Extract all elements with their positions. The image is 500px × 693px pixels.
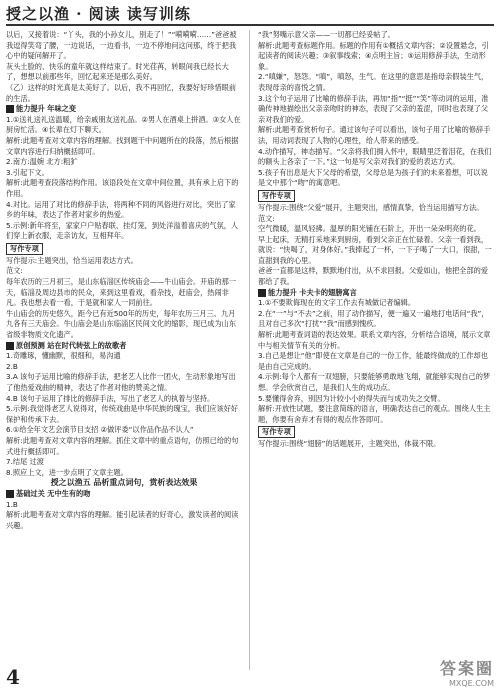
answer-paragraph: 写作提示:围绕“翅膀”的话题展开，主题突出，体裁不限。 [258,439,441,449]
section-square-icon [258,289,266,297]
unit-heading: 授之以渔五 品析重点词句，赏析表达效果 [50,478,198,488]
page-header [0,0,500,26]
answer-paragraph: 解析:此题考查对文章内容的理解。抓住文章中的重点语句，仿照已给的句式进行概括即可。 [6,435,239,456]
section-tag-row [258,189,494,203]
answer-paragraph: 1.奇雕琢，懂幽默，很细和，易沟通 [6,351,121,361]
answer-paragraph: 3.自己是想让“他”即使在文章是自己的一份工作，能最终做成的工作却也是由自己完成的。 [258,351,488,371]
section-heading-text: 基础过关 无中生有的吻 [16,488,91,498]
page-number: 4 [6,665,20,689]
answer-paragraph: 灰头土脸的、快乐的童年就这样结束了。时光荏苒，转眼间我已经长大了，想想以前那些年，回忆起来还是那么美好。 [6,61,229,82]
right-column [258,30,494,450]
answer-paragraph: 范文: [258,213,275,223]
answer-paragraph: 2.在“一”与“不去”之前，用了动作描写，便一遍又一遍地打电话问“我”，且对自己多次“打扰”“我”而感到愧疚。 [258,308,489,329]
answer-paragraph: 解析:此题考查词语的表达效果。联系文章内容，分析结合语境，展示文章中与相关情节有关的分析。 [258,330,491,350]
watermark-title: 答案圈 [439,659,494,678]
answer-paragraph: 1.①不要欺侮现在的文字工作去有城做记者编辑。 [258,298,416,308]
answer-paragraph: 5.示例:新年将至，家家户户贴春联、挂灯笼，到处洋溢着喜庆的气氛，人们穿上新衣服，走亲访友，互相拜年。 [6,220,239,241]
answer-paragraph: 解析:此题考查段落结构作用。该语段处在文章中间位置，具有承上启下的作用。 [6,178,239,198]
answer-paragraph: 8.照应上文，进一步点明了文章主题。 [6,467,128,477]
answer-paragraph: 3.A 该句子运用比喻的修辞手法，把老艺人比作一团火，生动形象地写出了他热爱戏曲的精神，表达了作者对他的赞美之情。 [6,372,236,392]
answer-paragraph: 5.要懂得舍弃，别因为计较小小的得失而与成功失之交臂。 [258,393,445,403]
answer-paragraph: 2.“嗔嫌”，怒怨。“嗔”，嗔怒，生气。在这里的意思是指母亲假装生气，表现母亲的喜悦之情。 [258,72,489,92]
section-heading-text: 能力提升 卡夫卡的翅膀寓言 [268,287,357,297]
section-heading-text: 原创预测 站在时代转弦上的故歌者 [16,340,127,350]
brand-title: 授之以渔 · 阅读 读写训练 [6,5,191,23]
section-square-icon [6,105,14,113]
answer-paragraph: 解析:此题考查对文章内容的理解。能引起读者的好奇心，激发读者的阅读兴趣。 [6,510,239,530]
answer-paragraph: 4.对比。运用了对比的修辞手法，将两种不同的风俗进行对比，突出了家乡的年味，表达了作者对家乡的热爱。 [6,199,236,220]
section-heading [6,104,242,115]
answer-paragraph: 1.①送礼送礼送温暖，给亲戚朋友送礼品。②男人在酒桌上拼酒。③女人在厨房忙活。④长辈在灯下聊天。 [6,114,241,135]
answer-paragraph: （乙）这样的时光真是太美好了。以后，我不再回忆，我要好好珍惜眼前的生活。 [6,82,237,103]
section-tag: 写作专项 [258,426,295,438]
answer-paragraph: 7.结尾 过渡 [6,457,44,467]
answer-paragraph: 2.B [6,361,18,371]
header-rule [6,24,494,26]
section-heading [258,288,494,299]
section-square-icon [6,490,14,498]
left-column [6,30,242,531]
answer-paragraph: 1.B [6,499,18,509]
answer-paragraph: 解析:此题考查赏析句子。通过该句子可以看出，该句子用了比喻的修辞手法，用动词表现了人物的心理性，给人带来的感受。 [258,125,491,145]
section-tag: 写作专项 [6,243,43,255]
answer-paragraph: 5.孩子有出息是大下父母的希望，父母总是为孩子们的未来着想，可以说是文中那个“吻”的寓意吧。 [258,167,488,188]
section-heading-text: 能力提升 年味之变 [16,104,77,114]
answer-paragraph: 4.动作描写，神态描写。“父亲将我们拥入怀中，眼睛里泛着泪花，在我们的额头上各亲了一下。”这一句是写父亲对我们的爱的表达方式。 [258,146,492,167]
answer-paragraph: 4.示例:每个人都有一双翅膀，只要能够勇敢地飞翔，就能够实现自己的梦想。学会欣赏自己，是我们人生的成功点。 [258,372,491,392]
section-heading [6,489,242,500]
watermark-url: MXQE.COM [448,679,494,688]
answer-paragraph: 每年农历的三月初三，是山东临淄区传统庙会——牛山庙会。开庙的那一天，临淄及周边县市的民众，来到这里看戏，看杂技，赶庙会，热闹非凡。我也想去看一看，于是就和家人一同前往。 [6,277,237,308]
answer-paragraph: 牛山庙会的历史悠久，距今已有近500年的历史，每年农历三月三、九月九各有三天庙会。牛山庙会是山东临淄区民间文化的缩影，现已成为山东省级非物质文化遗产。 [6,308,237,340]
section-tag-row [6,242,242,256]
answer-paragraph: 早上起床，无精打采地来到厨房，看到父亲正在忙碌着。父亲一看到我，就说：“快喝了，对身体好。”我捧起了一杯，一下子喝了一大口，很甜，一直甜到我的心里。 [258,234,492,265]
answer-paragraph: 爸爸一直都是这样，默默地付出，从不求回报。父爱如山，他把全部的爱都给了我。 [258,266,489,287]
answer-paragraph: 空气微暖，温风轻拂。温厚的阳光铺在石阶上，开出一朵朵明亮的花。 [258,224,481,234]
answer-paragraph: 解析:此题考查标题作用。标题的作用有①概括文章内容；②设置悬念，引起读者的阅读兴趣；③叙事线索；④点明主旨；⑤运用修辞手法，生动形象。 [258,40,489,71]
answer-paragraph: 3.这个句子运用了比喻的修辞手法，再加“指”“挺”“笑”等动词的运用，准确传神地描绘出父亲亲吻时的神态，表现了父亲的羞涩，同时也表现了父亲对我们的爱。 [258,93,489,124]
answer-paragraph: “我”努嘴示意父亲——一切都已经妥帖了。 [258,30,395,39]
section-square-icon [6,342,14,350]
answer-paragraph: 解析:此题考查对文章内容的理解。找到题干中问题所在的段落，然后根据文章内容进行归纳概括即可。 [6,135,239,156]
answer-paragraph: 4.B 该句子运用了排比的修辞手法，写出了老艺人的执着与坚持。 [6,393,215,403]
watermark-logo [440,656,494,688]
answer-paragraph: 2.南方:温婉 北方:粗犷 [6,157,78,167]
answer-paragraph: 写作提示:围绕“父爱”展开，主题突出，感情真挚，恰当运用描写方法。 [258,202,484,212]
answer-paragraph: 以后，又接着说：“丫头，我的小孙女儿，别走了！”“嗬嗬嗬……”爸爸被我逗得笑弯了腰，一边说话，一边看书，一边不停地问这问那，终于把我心中的疑问解开了。 [6,30,237,61]
answer-paragraph: 写作提示:主题突出，恰当运用表达方式。 [6,255,138,265]
answer-paragraph: 6.①给全年文艺会演节目支招 ②做评委“以作品作品不认人” [6,425,194,435]
answer-paragraph: 3.引起下文。 [6,167,49,177]
section-tag: 写作专项 [258,190,295,202]
section-heading [6,341,242,352]
answer-paragraph: 解析:开放性试题，要注意简练的语言，明确表达自己的观点。围绕人生主题，你要有舍弃才有得的观点作答即可。 [258,404,491,424]
answer-paragraph: 范文: [6,266,23,276]
column-divider [249,30,250,670]
section-tag-row [258,425,494,439]
answer-paragraph: 5.示例:我觉得老艺人说得对，传统戏曲是中华民族的瑰宝，我们应该好好保护和传承下去。 [6,404,239,424]
